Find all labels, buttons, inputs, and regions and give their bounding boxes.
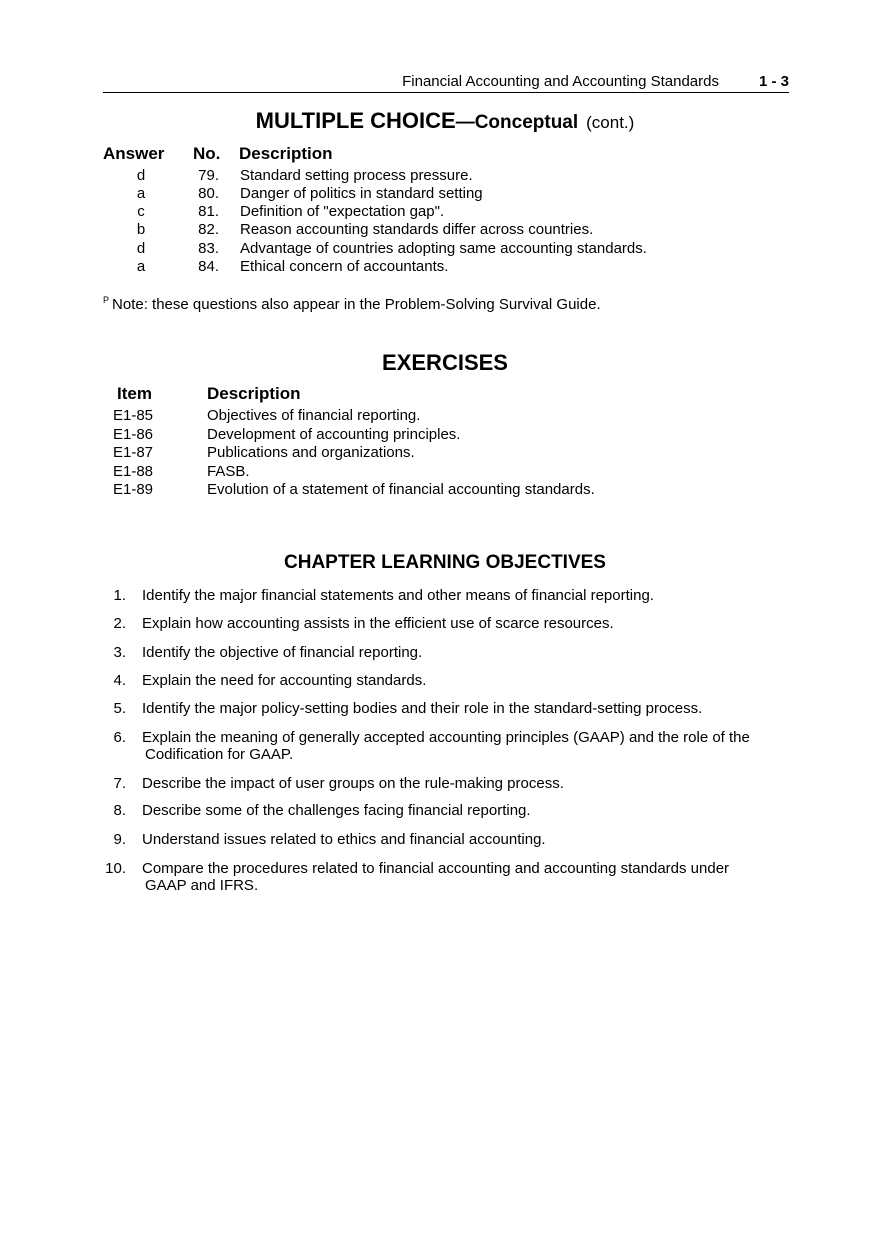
- objective-text: Identify the major policy-setting bodies and their role in the standard-setting process.: [142, 700, 703, 717]
- mc-number: 79.: [198, 167, 219, 184]
- mc-row: [0, 185, 880, 203]
- objective-text: Understand issues related to ethics and financial accounting.: [142, 831, 546, 848]
- objective-number: 1.: [113, 587, 126, 604]
- ex-col-item: Item: [117, 384, 152, 403]
- exercise-item: E1-87: [113, 444, 154, 461]
- exercise-row: [0, 481, 880, 499]
- objective-text: Explain the meaning of generally accepted accounting principles (GAAP) and the role of the: [142, 729, 750, 746]
- mc-answer: b: [136, 221, 146, 238]
- ex-col-description: Description: [207, 384, 301, 403]
- mc-answer: c: [137, 203, 145, 220]
- mc-title-cont: (cont.): [586, 113, 635, 132]
- mc-row: [0, 203, 880, 221]
- mc-description: Ethical concern of accountants.: [240, 258, 449, 275]
- objective-number: 3.: [113, 644, 126, 661]
- objective-text: Explain the need for accounting standards.: [142, 672, 427, 689]
- mc-number: 81.: [198, 203, 219, 220]
- mc-col-no: No.: [193, 144, 221, 163]
- objective-number: 4.: [113, 672, 126, 689]
- exercise-description: Objectives of financial reporting.: [207, 407, 421, 424]
- mc-answer: a: [136, 185, 146, 202]
- mc-number: 84.: [198, 258, 219, 275]
- exercise-row: [0, 426, 880, 444]
- mc-description: Reason accounting standards differ across countries.: [240, 221, 594, 238]
- exercise-description: FASB.: [207, 463, 250, 480]
- objective-number: 5.: [113, 700, 126, 717]
- exercise-item: E1-89: [113, 481, 154, 498]
- mc-description: Advantage of countries adopting same accounting standards.: [240, 240, 647, 257]
- exercises-title: EXERCISES: [382, 350, 508, 375]
- mc-description: Danger of politics in standard setting: [240, 185, 483, 202]
- objective-number: 7.: [113, 775, 126, 792]
- running-header: [103, 72, 789, 93]
- objective-text: Identify the major financial statements and other means of financial reporting.: [142, 587, 654, 604]
- mc-col-description: Description: [239, 144, 333, 163]
- objective-text: Explain how accounting assists in the efficient use of scarce resources.: [142, 615, 614, 632]
- objective-text: Describe the impact of user groups on the rule-making process.: [142, 775, 564, 792]
- learning-objectives-title: CHAPTER LEARNING OBJECTIVES: [284, 552, 606, 573]
- note-marker: P: [103, 295, 110, 305]
- exercise-row: [0, 407, 880, 425]
- objective-text: Identify the objective of financial reporting.: [142, 644, 423, 661]
- objective-number: 9.: [113, 831, 126, 848]
- objective-number: 2.: [113, 615, 126, 632]
- survival-guide-note: [103, 295, 601, 313]
- mc-col-answer: Answer: [103, 144, 165, 163]
- exercise-item: E1-88: [113, 463, 154, 480]
- mc-number: 83.: [198, 240, 219, 257]
- exercise-item: E1-86: [113, 426, 154, 443]
- mc-number: 82.: [198, 221, 219, 238]
- mc-answer: d: [136, 167, 146, 184]
- exercise-row: [0, 463, 880, 481]
- header-title: Financial Accounting and Accounting Standards: [402, 73, 719, 90]
- mc-row: [0, 240, 880, 258]
- exercise-description: Publications and organizations.: [207, 444, 415, 461]
- mc-title-sub: —Conceptual: [455, 112, 579, 133]
- mc-row: [0, 258, 880, 276]
- mc-description: Definition of "expectation gap".: [240, 203, 445, 220]
- objective-number: 8.: [113, 802, 126, 819]
- exercise-description: Evolution of a statement of financial accounting standards.: [207, 481, 595, 498]
- page-number: 1 - 3: [758, 73, 789, 90]
- mc-number: 80.: [198, 185, 219, 202]
- objective-text-continued: GAAP and IFRS.: [145, 877, 259, 894]
- mc-answer: a: [136, 258, 146, 275]
- exercise-description: Development of accounting principles.: [207, 426, 461, 443]
- objective-text: Describe some of the challenges facing financial reporting.: [142, 802, 531, 819]
- mc-row: [0, 167, 880, 185]
- multiple-choice-title: [0, 108, 880, 134]
- objective-text-continued: Codification for GAAP.: [145, 746, 294, 763]
- objective-number: 10.: [105, 860, 126, 877]
- mc-answer: d: [136, 240, 146, 257]
- mc-description: Standard setting process pressure.: [240, 167, 473, 184]
- objective-number: 6.: [113, 729, 126, 746]
- objective-text: Compare the procedures related to financial accounting and accounting standards under: [142, 860, 730, 877]
- note-text: Note: these questions also appear in the Problem-Solving Survival Guide.: [112, 296, 601, 313]
- mc-row: [0, 221, 880, 239]
- mc-title-main: MULTIPLE CHOICE: [255, 108, 456, 133]
- exercise-row: [0, 444, 880, 462]
- exercise-item: E1-85: [113, 407, 154, 424]
